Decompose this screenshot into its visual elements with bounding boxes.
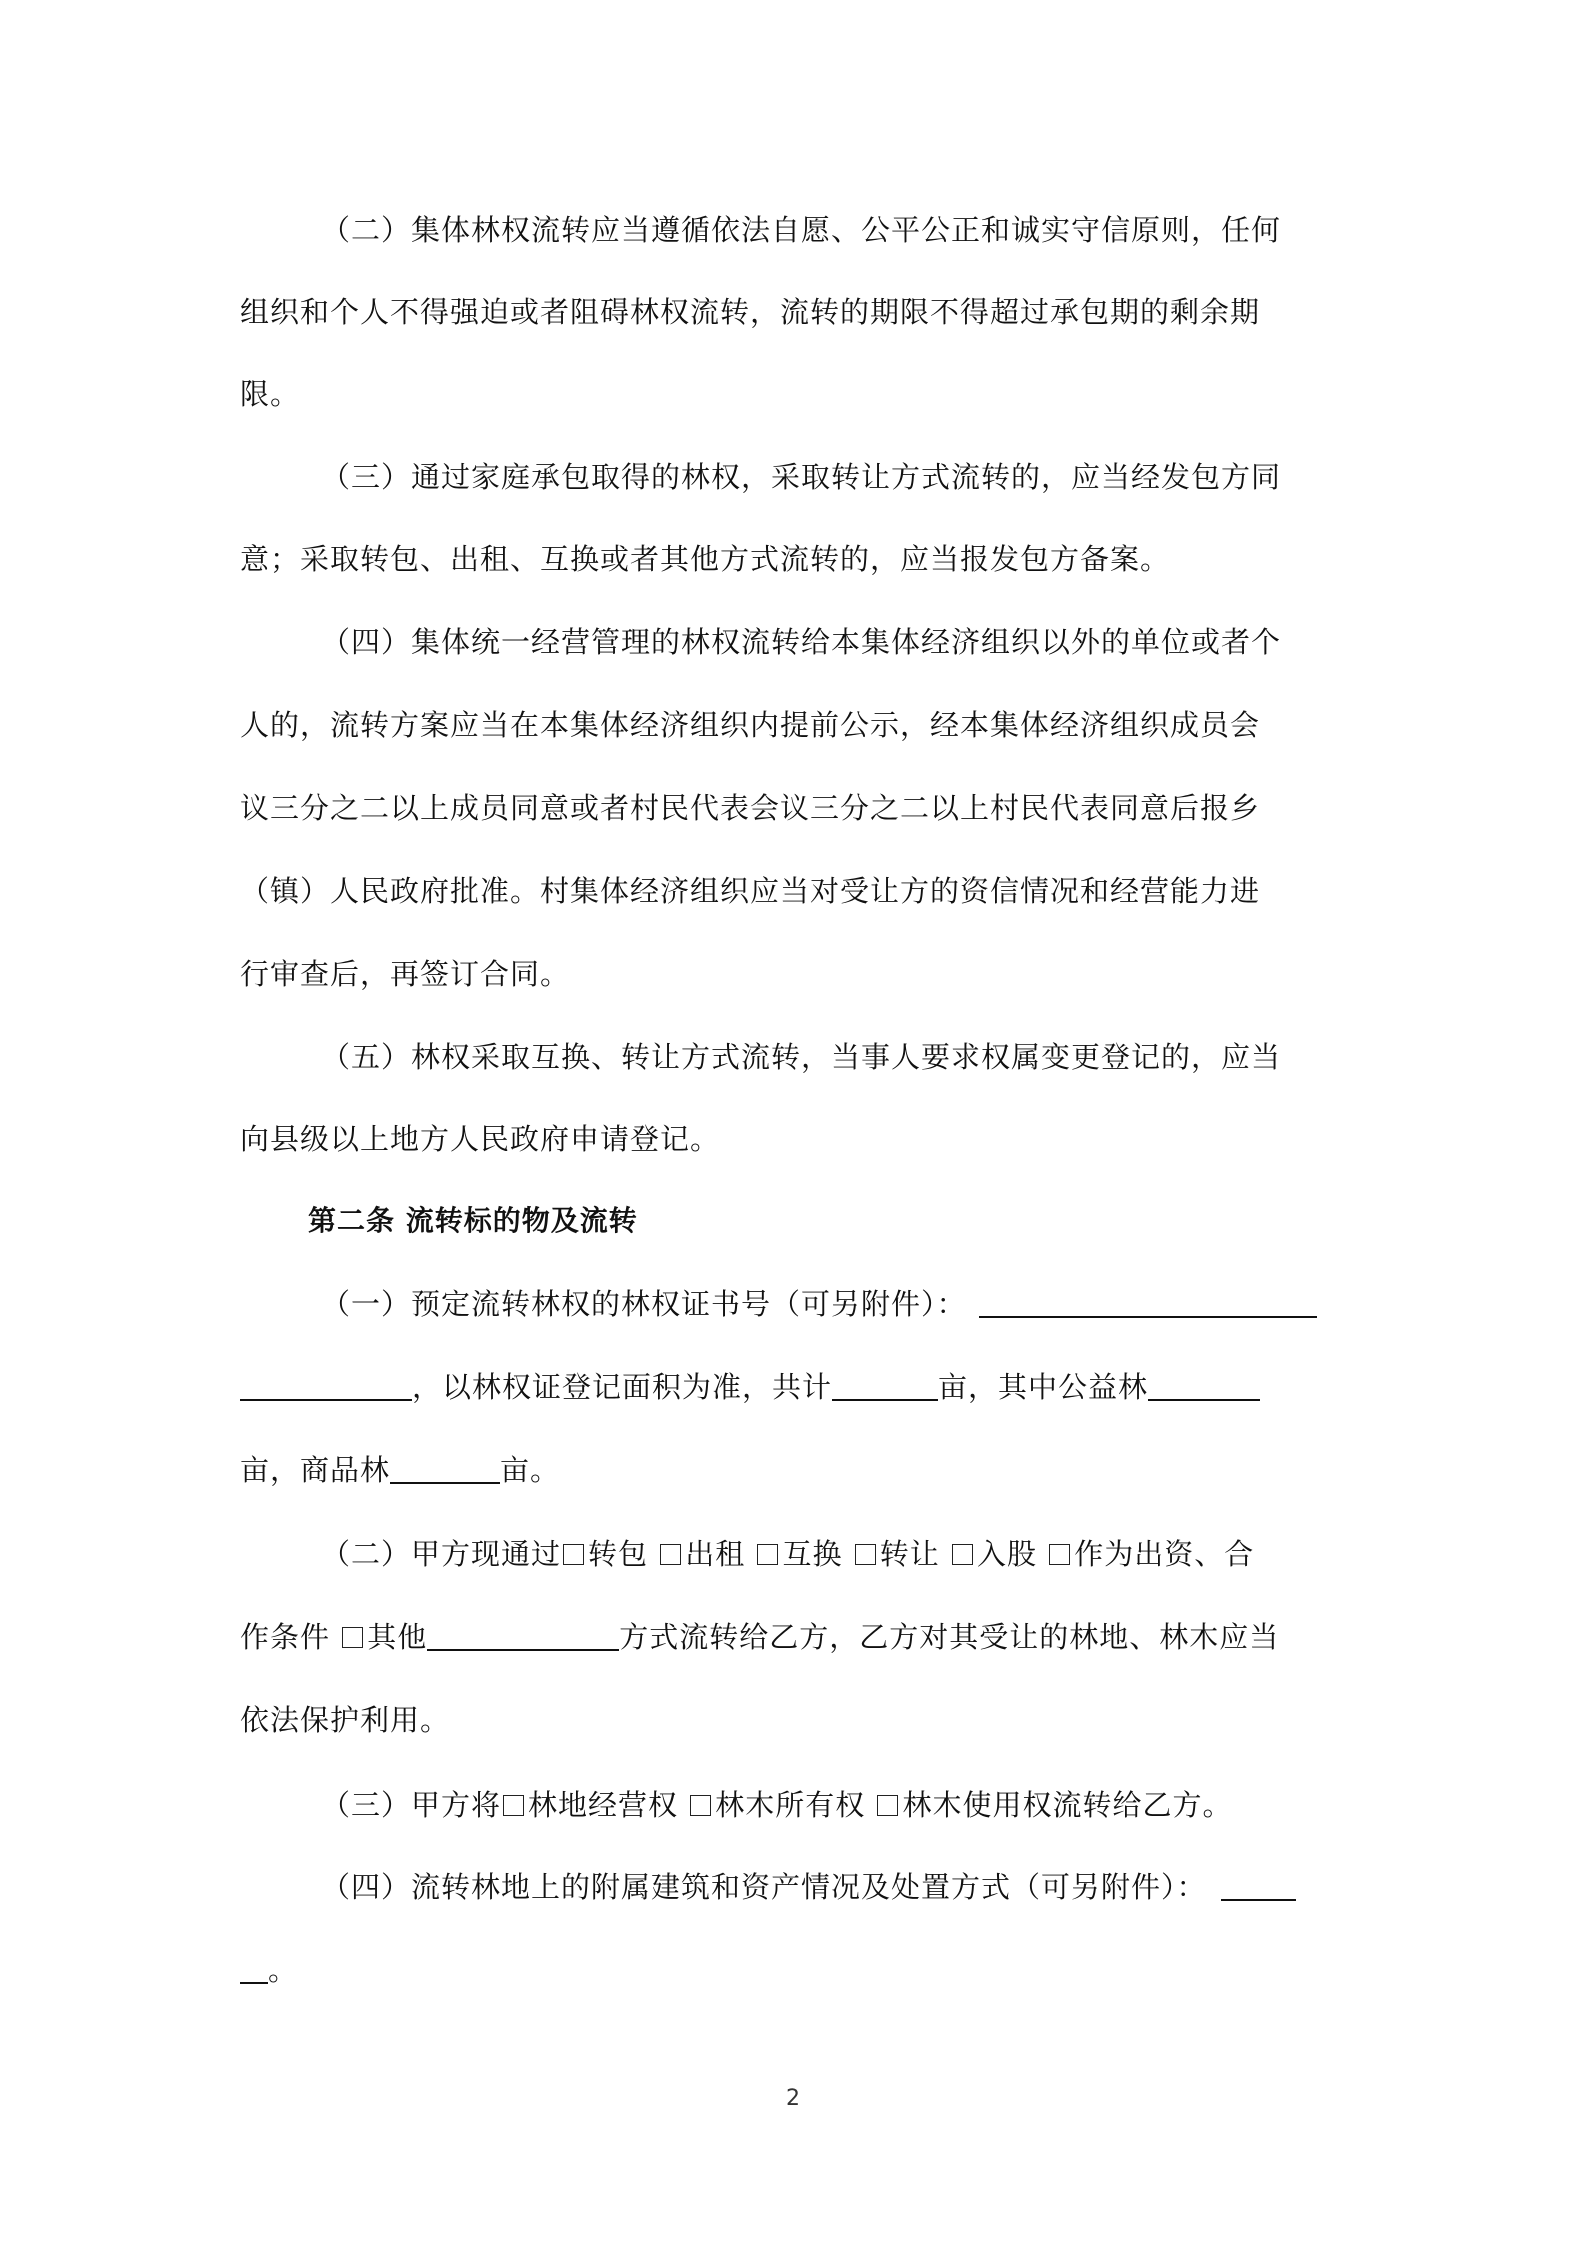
checkbox-forest-ownership[interactable] [690, 1795, 711, 1816]
paragraph-4-line-2: 人的，流转方案应当在本集体经济组织内提前公示，经本集体经济组织成员会 [240, 708, 1261, 742]
checkbox-land-management-right[interactable] [503, 1795, 524, 1816]
paragraph-3-line-2: 意；采取转包、出租、互换或者其他方式流转的，应当报发包方备案。 [240, 542, 1171, 576]
checkbox-investment[interactable] [1049, 1544, 1070, 1565]
attached-assets-blank[interactable] [1221, 1869, 1296, 1901]
option-subcontract-label: 转包 [588, 1537, 649, 1571]
certificate-number-blank-cont[interactable] [240, 1369, 412, 1401]
option-forest-ownership-label: 林木所有权 [715, 1788, 866, 1822]
checkbox-equity[interactable] [952, 1544, 973, 1565]
item-2-prefix: （二）甲方现通过 [321, 1537, 562, 1571]
option-transfer-label: 转让 [879, 1537, 940, 1571]
commercial-forest-area-blank[interactable] [390, 1452, 500, 1484]
checkbox-transfer[interactable] [855, 1544, 876, 1565]
paragraph-4-line-1: （四）集体统一经营管理的林权流转给本集体经济组织以外的单位或者个 [321, 625, 1282, 659]
item-2-suffix: 方式流转给乙方，乙方对其受让的林地、林木应当 [619, 1620, 1280, 1654]
total-area-blank[interactable] [832, 1369, 938, 1401]
item-1-line-2 [240, 1367, 1260, 1407]
article-2-heading: 第二条 流转标的物及流转 [308, 1204, 638, 1237]
item-3-prefix: （三）甲方将 [321, 1788, 502, 1822]
item-2-line-1 [321, 1534, 1254, 1574]
option-lease-label: 出租 [685, 1537, 746, 1571]
certificate-number-blank[interactable] [979, 1286, 1317, 1318]
option-investment-label-cont: 作条件 [240, 1620, 331, 1654]
option-equity-label: 入股 [976, 1537, 1037, 1571]
paragraph-4-line-3: 议三分之二以上成员同意或者村民代表会议三分之二以上村民代表同意后报乡 [240, 791, 1261, 825]
item-3-line-1 [321, 1785, 1233, 1825]
item-2-line-3: 依法保护利用。 [240, 1703, 451, 1737]
item-4-line-2 [240, 1950, 298, 1990]
checkbox-forest-use-right[interactable] [877, 1795, 898, 1816]
paragraph-5-line-2: 向县级以上地方人民政府申请登记。 [240, 1122, 721, 1156]
checkbox-lease[interactable] [660, 1544, 681, 1565]
attached-assets-blank-cont[interactable] [240, 1952, 268, 1984]
item-1-line-1 [321, 1284, 1317, 1324]
item-1-text-e: 亩。 [500, 1453, 561, 1487]
paragraph-4-line-4: （镇）人民政府批准。村集体经济组织应当对受让方的资信情况和经营能力进 [240, 874, 1261, 908]
checkbox-other[interactable] [342, 1627, 363, 1648]
option-land-management-right-label: 林地经营权 [528, 1788, 679, 1822]
item-4-text: （四）流转林地上的附属建筑和资产情况及处置方式（可另附件）： [321, 1870, 1207, 1904]
item-4-line-1 [321, 1867, 1296, 1907]
public-forest-area-blank[interactable] [1148, 1369, 1260, 1401]
item-1-text-a: （一）预定流转林权的林权证书号（可另附件）： [321, 1287, 967, 1321]
option-exchange-label: 互换 [782, 1537, 843, 1571]
page-number: 2 [786, 2086, 800, 2111]
checkbox-subcontract[interactable] [563, 1544, 584, 1565]
checkbox-exchange[interactable] [757, 1544, 778, 1565]
paragraph-4-line-5: 行审查后，再签订合同。 [240, 957, 571, 991]
paragraph-5-line-1: （五）林权采取互换、转让方式流转，当事人要求权属变更登记的，应当 [321, 1040, 1282, 1074]
item-1-text-b: ，以林权证登记面积为准，共计 [412, 1370, 833, 1404]
item-1-line-3 [240, 1450, 560, 1490]
paragraph-2-line-2: 组织和个人不得强迫或者阻碍林权流转，流转的期限不得超过承包期的剩余期 [240, 295, 1261, 329]
item-2-line-2 [240, 1617, 1279, 1657]
option-forest-use-right-label: 林木使用权流转给乙方。 [902, 1788, 1233, 1822]
paragraph-2-line-3: 限。 [240, 377, 301, 411]
option-other-label: 其他 [367, 1620, 428, 1654]
other-method-blank[interactable] [427, 1619, 619, 1651]
option-investment-label: 作为出资、合 [1074, 1537, 1255, 1571]
item-4-end: 。 [268, 1953, 299, 1987]
item-1-text-d: 亩，商品林 [240, 1453, 391, 1487]
item-1-text-c: 亩，其中公益林 [938, 1370, 1149, 1404]
paragraph-3-line-1: （三）通过家庭承包取得的林权，采取转让方式流转的，应当经发包方同 [321, 460, 1282, 494]
paragraph-2-line-1: （二）集体林权流转应当遵循依法自愿、公平公正和诚实守信原则，任何 [321, 213, 1282, 247]
